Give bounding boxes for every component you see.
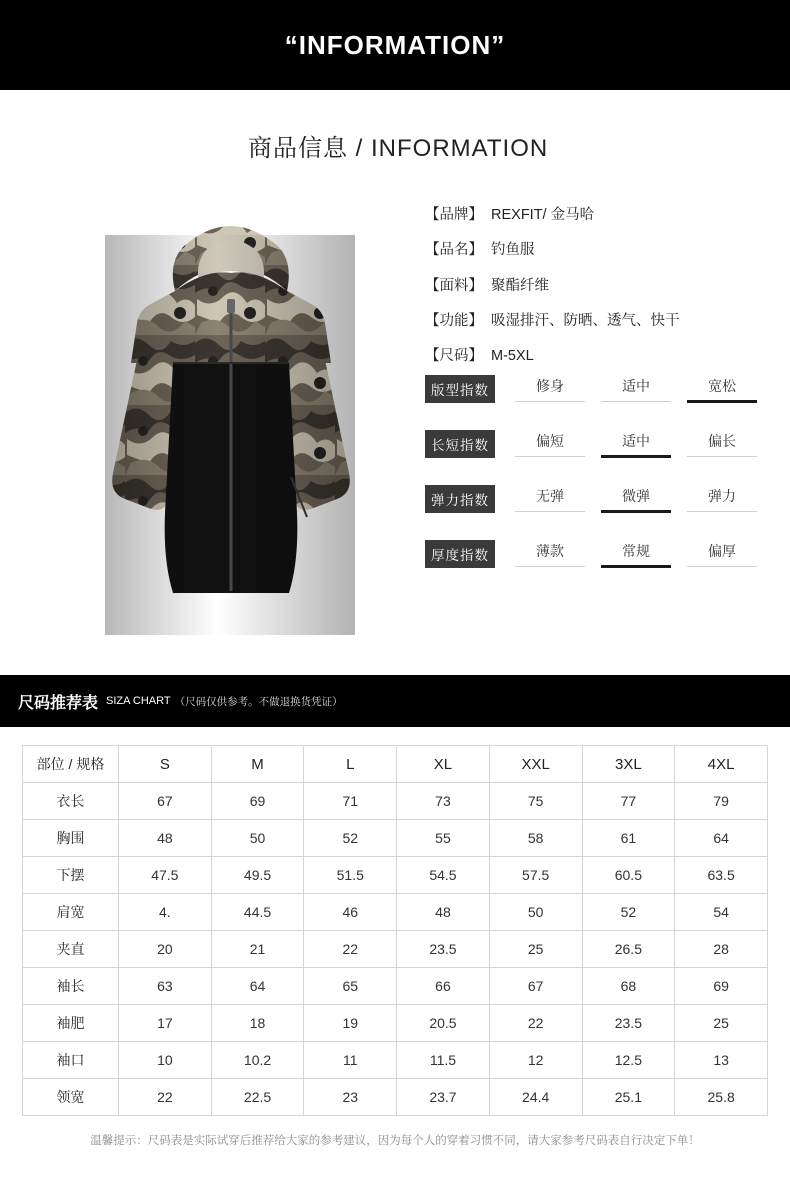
index-row-fit (425, 375, 765, 403)
index-label: 版型指数 (425, 375, 495, 403)
table-row (23, 1042, 768, 1079)
size-chart-title-cn: 尺码推荐表 (18, 694, 99, 712)
cell: 48 (397, 894, 490, 931)
spec-row (425, 276, 755, 296)
index-option[interactable]: 偏长 (679, 431, 765, 457)
section-heading: 商品信息 / INFORMATION (248, 135, 549, 162)
cell: 28 (675, 931, 768, 968)
cell: 22 (119, 1079, 212, 1116)
banner-title: “INFORMATION” (284, 29, 506, 60)
cell: 23.5 (582, 1005, 675, 1042)
cell: 12.5 (582, 1042, 675, 1079)
column-header: 部位 / 规格 (23, 746, 119, 783)
cell: 10.2 (211, 1042, 304, 1079)
cell: 63 (119, 968, 212, 1005)
spec-row (425, 346, 755, 366)
spec-row (425, 205, 755, 225)
spec-key: 【品牌】 (425, 207, 483, 223)
cell: 79 (675, 783, 768, 820)
cell: 48 (119, 820, 212, 857)
product-information-section (0, 90, 790, 675)
table-row (23, 1079, 768, 1116)
index-options (507, 541, 765, 567)
row-label: 下摆 (23, 857, 119, 894)
index-option-active[interactable]: 适中 (593, 431, 679, 457)
spec-value: REXFIT/ 金马哈 (491, 207, 595, 223)
column-header: L (304, 746, 397, 783)
product-photo (55, 195, 405, 655)
index-row-length (425, 430, 765, 458)
cell: 11.5 (397, 1042, 490, 1079)
spec-value: 吸湿排汗、防晒、透气、快干 (491, 312, 680, 329)
column-header: 4XL (675, 746, 768, 783)
column-header: M (211, 746, 304, 783)
cell: 22 (489, 1005, 582, 1042)
cell: 57.5 (489, 857, 582, 894)
jacket-illustration (55, 195, 405, 655)
cell: 63.5 (675, 857, 768, 894)
cell: 52 (304, 820, 397, 857)
cell: 52 (582, 894, 675, 931)
table-row (23, 857, 768, 894)
index-options (507, 431, 765, 457)
spec-value: 钓鱼服 (491, 242, 535, 259)
table-header-row (23, 746, 768, 783)
row-label: 胸围 (23, 820, 119, 857)
cell: 55 (397, 820, 490, 857)
row-label: 衣长 (23, 783, 119, 820)
row-label: 夹直 (23, 931, 119, 968)
cell: 73 (397, 783, 490, 820)
row-label: 领宽 (23, 1079, 119, 1116)
cell: 4. (119, 894, 212, 931)
index-meters (425, 375, 765, 595)
table-row (23, 820, 768, 857)
table-row (23, 931, 768, 968)
table-row (23, 783, 768, 820)
cell: 54.5 (397, 857, 490, 894)
size-table-head (23, 746, 768, 783)
size-chart-title-en: SIZA CHART (106, 695, 171, 707)
table-row (23, 894, 768, 931)
cell: 19 (304, 1005, 397, 1042)
cell: 25.1 (582, 1079, 675, 1116)
index-label: 弹力指数 (425, 485, 495, 513)
cell: 25 (675, 1005, 768, 1042)
spec-key: 【功能】 (425, 312, 483, 329)
cell: 77 (582, 783, 675, 820)
cell: 22.5 (211, 1079, 304, 1116)
cell: 25.8 (675, 1079, 768, 1116)
cell: 50 (211, 820, 304, 857)
index-option-active[interactable]: 宽松 (679, 376, 765, 402)
column-header: S (119, 746, 212, 783)
spec-row (425, 311, 755, 331)
row-label: 袖肥 (23, 1005, 119, 1042)
cell: 13 (675, 1042, 768, 1079)
spec-row (425, 240, 755, 260)
row-label: 袖口 (23, 1042, 119, 1079)
cell: 26.5 (582, 931, 675, 968)
index-option[interactable]: 适中 (593, 376, 679, 402)
spec-key: 【面料】 (425, 277, 483, 294)
cell: 61 (582, 820, 675, 857)
cell: 11 (304, 1042, 397, 1079)
cell: 51.5 (304, 857, 397, 894)
index-options (507, 486, 765, 512)
size-table (22, 745, 768, 1116)
cell: 67 (489, 968, 582, 1005)
cell: 50 (489, 894, 582, 931)
index-row-elasticity (425, 485, 765, 513)
index-option[interactable]: 修身 (507, 376, 593, 402)
cell: 69 (675, 968, 768, 1005)
column-header: XXL (489, 746, 582, 783)
index-option[interactable]: 无弹 (507, 486, 593, 512)
index-option[interactable]: 偏厚 (679, 541, 765, 567)
footer-note: 温馨提示：尺码表是实际试穿后推荐给大家的参考建议，因为每个人的穿着习惯不同，请大家参考尺码表自行决定下单！ (90, 1135, 700, 1147)
cell: 20.5 (397, 1005, 490, 1042)
cell: 47.5 (119, 857, 212, 894)
cell: 24.4 (489, 1079, 582, 1116)
cell: 64 (211, 968, 304, 1005)
column-header: XL (397, 746, 490, 783)
cell: 17 (119, 1005, 212, 1042)
cell: 23 (304, 1079, 397, 1116)
cell: 69 (211, 783, 304, 820)
spec-key: 【品名】 (425, 242, 483, 259)
cell: 20 (119, 931, 212, 968)
cell: 12 (489, 1042, 582, 1079)
index-option-active[interactable]: 微弹 (593, 486, 679, 512)
spec-value: M-5XL (491, 348, 534, 365)
information-banner (0, 0, 790, 90)
cell: 71 (304, 783, 397, 820)
column-header: 3XL (582, 746, 675, 783)
size-table-body (23, 783, 768, 1116)
cell: 23.5 (397, 931, 490, 968)
cell: 66 (397, 968, 490, 1005)
cell: 21 (211, 931, 304, 968)
cell: 25 (489, 931, 582, 968)
index-option[interactable]: 偏短 (507, 431, 593, 457)
spec-key: 【尺码】 (425, 348, 483, 365)
cell: 67 (119, 783, 212, 820)
row-label: 袖长 (23, 968, 119, 1005)
index-option[interactable]: 弹力 (679, 486, 765, 512)
size-chart-header (0, 675, 790, 727)
cell: 44.5 (211, 894, 304, 931)
cell: 65 (304, 968, 397, 1005)
cell: 54 (675, 894, 768, 931)
index-option[interactable]: 薄款 (507, 541, 593, 567)
cell: 58 (489, 820, 582, 857)
cell: 46 (304, 894, 397, 931)
table-row (23, 1005, 768, 1042)
index-row-thickness (425, 540, 765, 568)
cell: 64 (675, 820, 768, 857)
index-options (507, 376, 765, 402)
index-label: 厚度指数 (425, 540, 495, 568)
index-label: 长短指数 (425, 430, 495, 458)
table-row (23, 968, 768, 1005)
row-label: 肩宽 (23, 894, 119, 931)
spec-list (425, 205, 755, 381)
cell: 18 (211, 1005, 304, 1042)
size-chart-note: （尺码仅供参考。不做退换货凭证） (174, 695, 343, 708)
cell: 60.5 (582, 857, 675, 894)
size-table-wrapper (0, 727, 790, 1148)
cell: 49.5 (211, 857, 304, 894)
cell: 75 (489, 783, 582, 820)
cell: 23.7 (397, 1079, 490, 1116)
cell: 68 (582, 968, 675, 1005)
spec-value: 聚酯纤维 (491, 277, 549, 294)
cell: 10 (119, 1042, 212, 1079)
cell: 22 (304, 931, 397, 968)
index-option-active[interactable]: 常规 (593, 541, 679, 567)
